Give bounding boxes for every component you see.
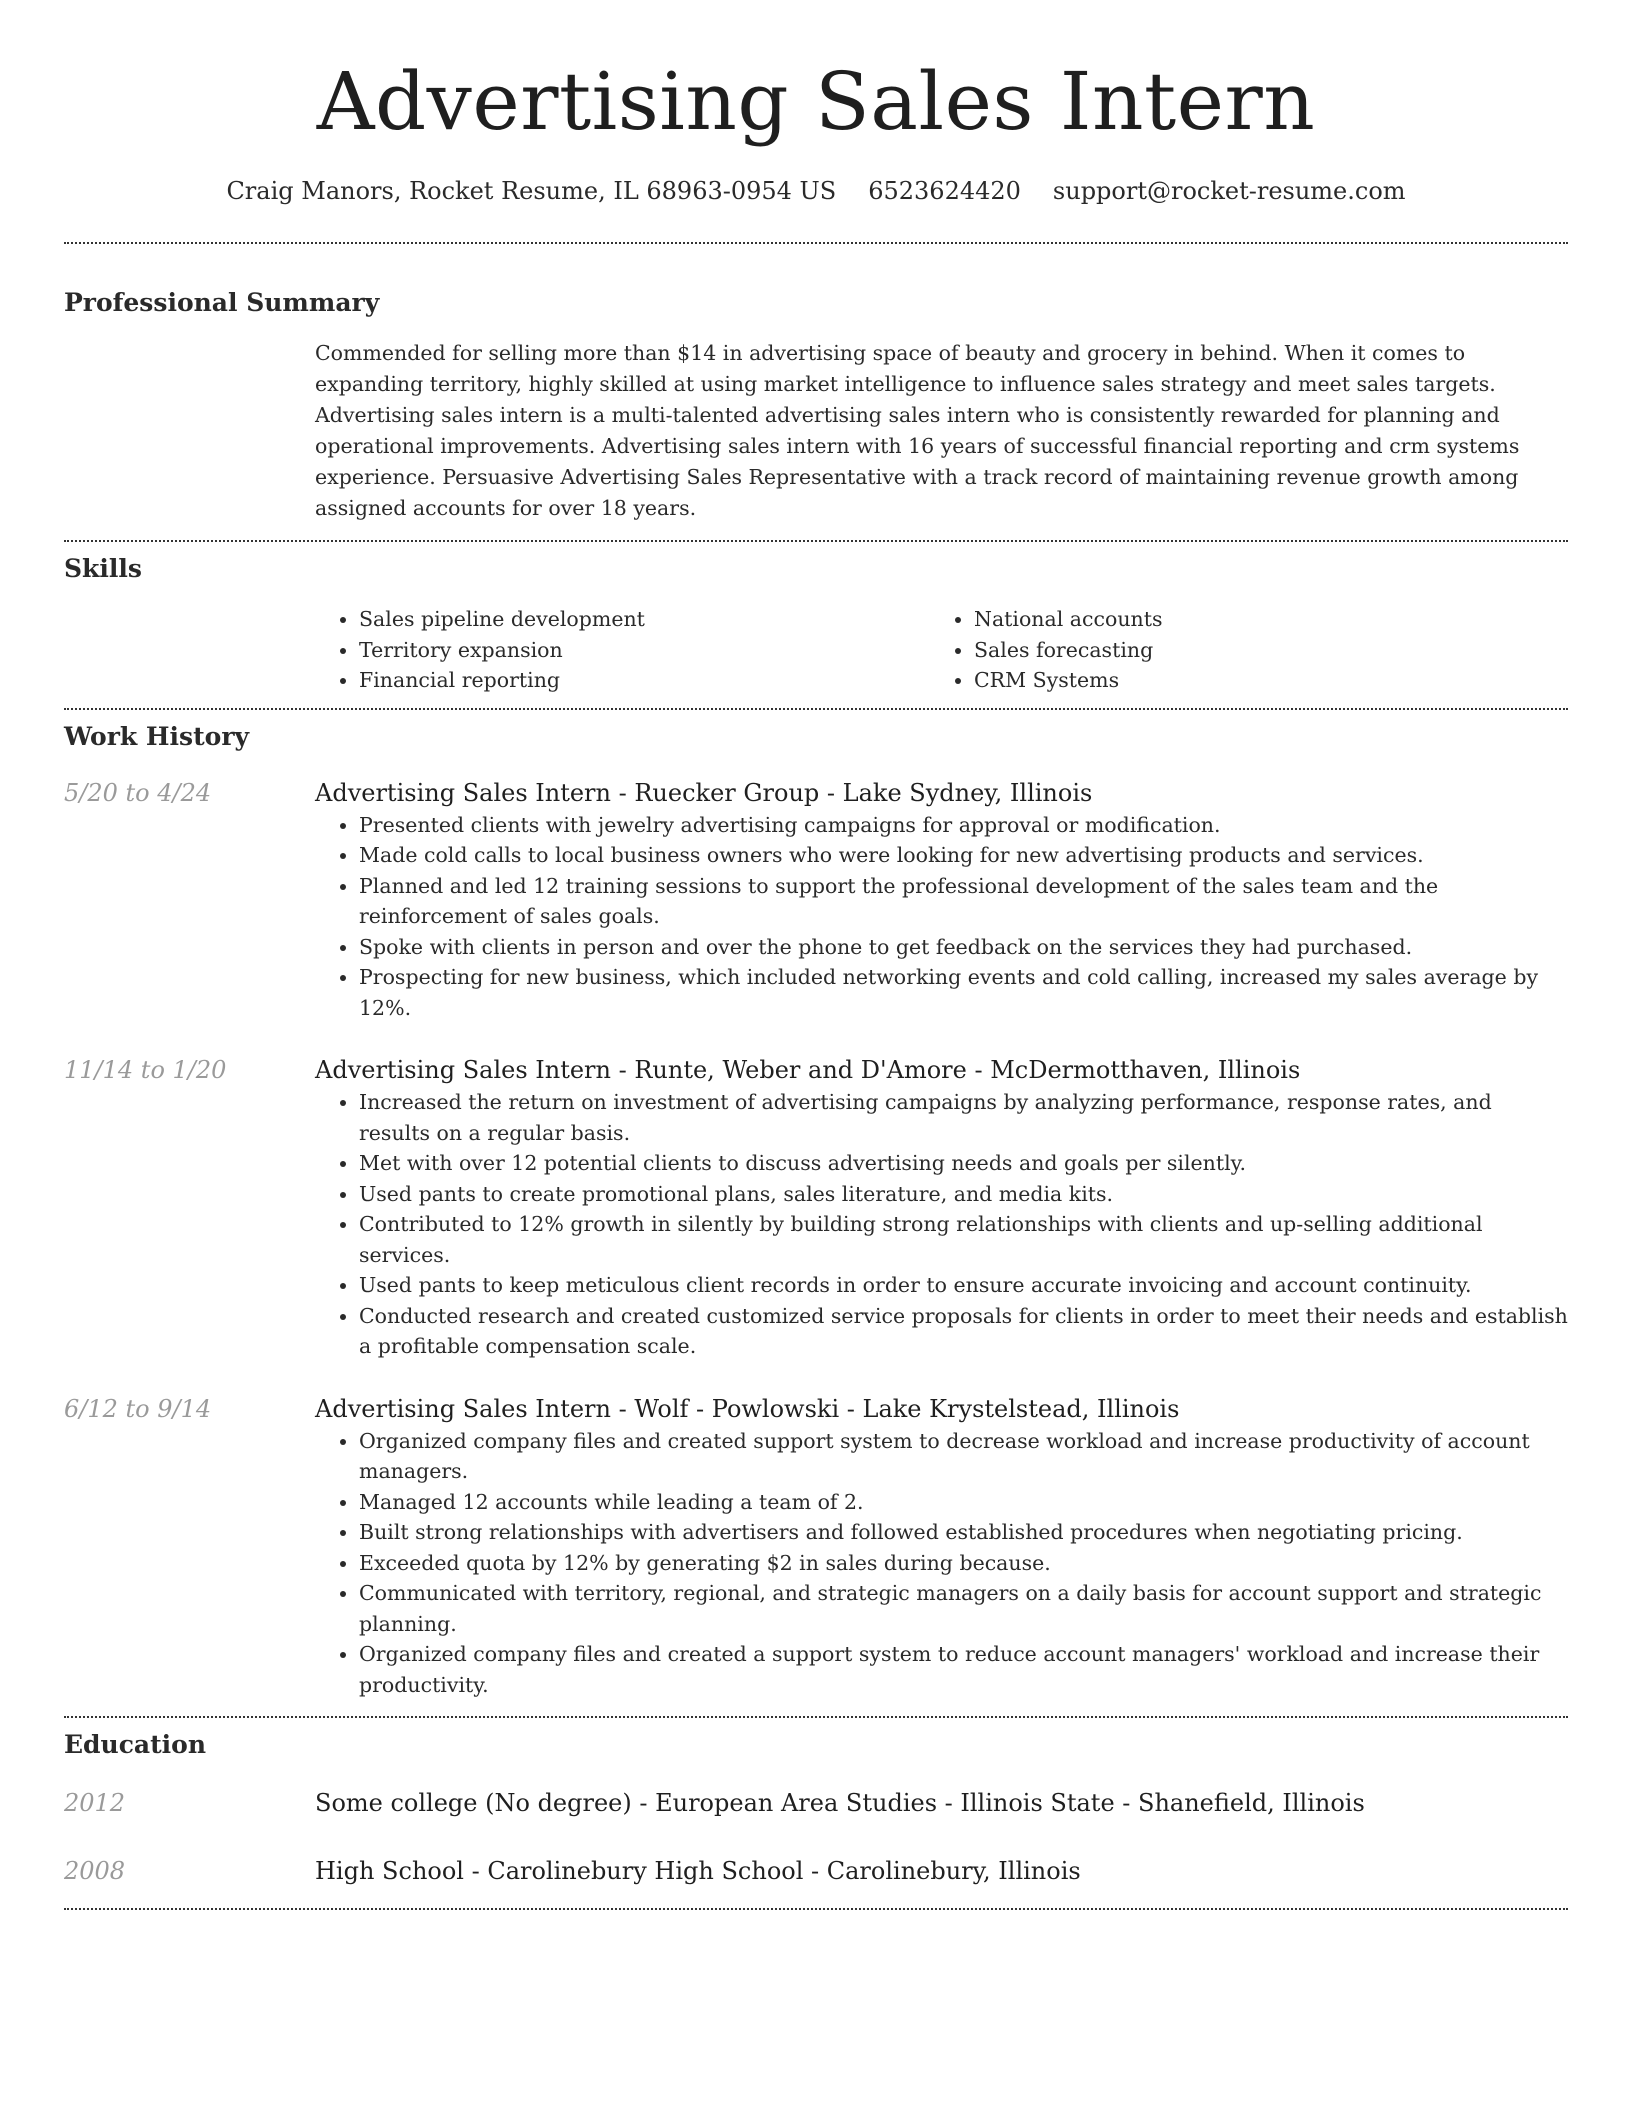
education-entry (64, 1786, 1568, 1820)
resume-title: Advertising Sales Intern (316, 55, 1316, 148)
job-body (315, 1053, 1568, 1362)
education-section (64, 1718, 1568, 1908)
skill-item: • Financial reporting (359, 665, 930, 696)
job-body (315, 776, 1568, 1024)
contact-line (64, 174, 1568, 208)
summary-heading: Professional Summary (64, 288, 380, 317)
job-bullet: • Increased the return on investment of advertising campaigns by analyzing performance, response rates, and results on a regular basis. (359, 1087, 1568, 1148)
skills-section (64, 542, 1568, 708)
education-title: High School - Carolinebury High School - Carolinebury, Illinois (315, 1857, 1081, 1885)
job-date: 11/14 to 1/20 (64, 1056, 227, 1084)
job-bullet: • Met with over 12 potential clients to discuss advertising needs and goals per silently. (359, 1148, 1568, 1179)
job-entry (64, 1053, 1568, 1362)
job-bullet: • Built strong relationships with advertisers and followed established procedures when negotiating pricing. (359, 1517, 1568, 1548)
contact-email: support@rocket-resume.com (1052, 177, 1406, 205)
job-bullet: • Conducted research and created customized service proposals for clients in order to meet their needs and establish a profitable compensation scale. (359, 1301, 1568, 1362)
job-title: Advertising Sales Intern - Wolf - Powlowski - Lake Krystelstead, Illinois (315, 1394, 1180, 1423)
skills-list-right (930, 604, 1568, 696)
skill-item: • Sales forecasting (974, 635, 1568, 666)
divider (64, 1908, 1568, 1910)
job-entry (64, 776, 1568, 1024)
education-date: 2012 (64, 1789, 126, 1817)
work-heading: Work History (64, 721, 250, 751)
job-bullet: • Used pants to create promotional plans, sales literature, and media kits. (359, 1179, 1568, 1210)
job-entry (64, 1392, 1568, 1701)
job-bullet: • Managed 12 accounts while leading a team of 2. (359, 1487, 1568, 1518)
job-title: Advertising Sales Intern - Runte, Weber and D'Amore - McDermotthaven, Illinois (315, 1056, 1301, 1084)
education-title: Some college (No degree) - European Area Studies - Illinois State - Shanefield, Illinois (315, 1789, 1365, 1817)
skill-item: • Territory expansion (359, 635, 930, 666)
education-heading: Education (64, 1730, 207, 1759)
skills-list-left (315, 604, 930, 696)
job-bullet: • Communicated with territory, regional, and strategic managers on a daily basis for account support and strategic planning. (359, 1578, 1568, 1639)
job-bullet: • Spoke with clients in person and over the phone to get feedback on the services they had purchased. (359, 932, 1568, 963)
resume-header (64, 48, 1568, 208)
job-bullet: • Contributed to 12% growth in silently by building strong relationships with clients and up-selling additional services. (359, 1209, 1568, 1270)
skill-item: • National accounts (974, 604, 1568, 635)
job-bullets (315, 1087, 1568, 1362)
job-bullet: • Organized company files and created support system to decrease workload and increase productivity of account managers. (359, 1426, 1568, 1487)
job-body (315, 1392, 1568, 1701)
work-section (64, 710, 1568, 1717)
education-entry (64, 1854, 1568, 1888)
skills-heading: Skills (64, 554, 142, 583)
job-bullet: • Exceeded quota by 12% by generating $2 in sales during because. (359, 1548, 1568, 1579)
job-bullet: • Planned and led 12 training sessions to support the professional development of the sales team and the reinforcement of sales goals. (359, 871, 1568, 932)
job-bullets (315, 1426, 1568, 1701)
skills-grid (315, 604, 1568, 708)
skill-item: • Sales pipeline development (359, 604, 930, 635)
summary-section (64, 244, 1568, 540)
job-bullets (315, 810, 1568, 1024)
job-bullet: • Organized company files and created a support system to reduce account managers' workload and increase their productivity. (359, 1639, 1568, 1700)
skill-item: • CRM Systems (974, 665, 1568, 696)
job-bullet: • Used pants to keep meticulous client records in order to ensure accurate invoicing and account continuity. (359, 1270, 1568, 1301)
job-title: Advertising Sales Intern - Ruecker Group - Lake Sydney, Illinois (315, 778, 1093, 807)
job-bullet: • Made cold calls to local business owners who were looking for new advertising products and services. (359, 840, 1568, 871)
job-bullet: • Presented clients with jewelry advertising campaigns for approval or modification. (359, 810, 1568, 841)
job-date: 5/20 to 4/24 (64, 778, 212, 807)
job-bullet: • Prospecting for new business, which included networking events and cold calling, increased my sales average by 12%. (359, 962, 1568, 1023)
education-date: 2008 (64, 1857, 126, 1885)
contact-phone: 6523624420 (868, 177, 1021, 205)
job-date: 6/12 to 9/14 (64, 1394, 212, 1423)
summary-text: Commended for selling more than $14 in advertising space of beauty and grocery in behind. When it comes to expanding territory, highly skilled at using market intelligence to influence sales strategy and meet sales targets. Advertising sales intern is a multi-talented advertising sales intern who is consistently rewarded for planning and operational improvements. Advertising sales intern with 16 years of successful financial reporting and crm systems experience. Persuasive Advertising Sales Representative with a track record of maintaining revenue growth among assigned accounts for over 18 years. (315, 341, 1520, 520)
contact-address: Craig Manors, Rocket Resume, IL 68963-0954 US (226, 177, 837, 205)
